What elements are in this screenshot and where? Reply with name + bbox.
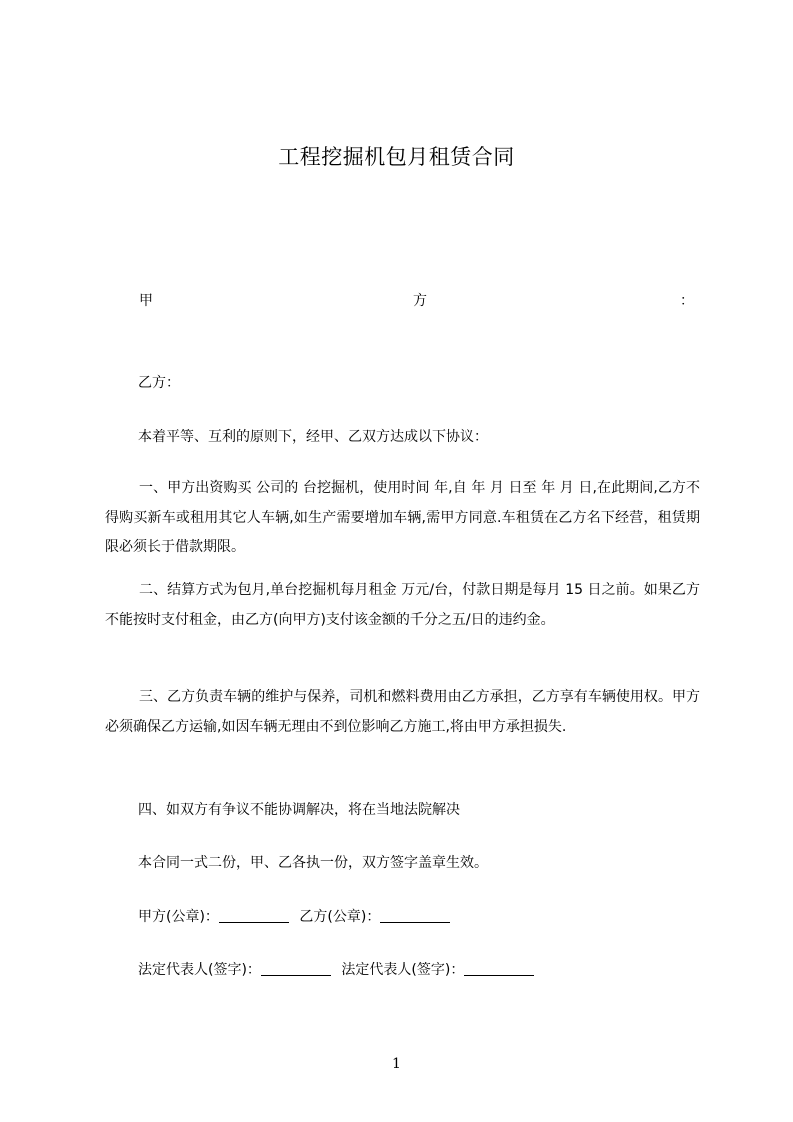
party-a-rep-blank[interactable] [261, 961, 331, 976]
seal-line [138, 906, 450, 926]
party-a-seal-blank[interactable] [219, 908, 289, 923]
page-number: 1 [392, 1056, 401, 1072]
party-b-rep-label: 法定代表人(签字)： [341, 962, 465, 978]
party-b-label: 乙方： [138, 375, 180, 391]
clause-1: 一、甲方出资购买 公司的 台挖掘机，使用时间 年,自 年 月 日至 年 月 日,在此期间,乙方不得购买新车或租用其它人车辆,如生产需要增加车辆,需甲方同意.车租赁在乙方名下经营，租赁期限必须长于借款期限。 [105, 480, 700, 555]
party-a-char-1: 甲 [139, 293, 153, 309]
party-a-line [139, 290, 694, 314]
effect-clause: 本合同一式二份，甲、乙各执一份，双方签字盖章生效。 [138, 855, 488, 871]
party-a-seal-label: 甲方(公章)： [138, 909, 219, 925]
clause-3: 三、乙方负责车辆的维护与保养，司机和燃料费用由乙方承担，乙方享有车辆使用权。甲方必须确保乙方运输,如因车辆无理由不到位影响乙方施工,将由甲方承担损失. [105, 689, 700, 735]
clause-2: 二、结算方式为包月,单台挖掘机每月租金 万元/台，付款日期是每月 15 日之前。如果乙方不能按时支付租金，由乙方(向甲方)支付该金额的千分之五/日的违约金。 [105, 582, 700, 628]
party-a-rep-label: 法定代表人(签字)： [138, 962, 261, 978]
preamble: 本着平等、互利的原则下，经甲、乙双方达成以下协议： [138, 429, 488, 445]
party-a-char-2: 方 [413, 293, 427, 309]
party-b-rep-blank[interactable] [464, 961, 534, 976]
party-b-seal-label: 乙方(公章)： [299, 909, 381, 925]
party-b-seal-blank[interactable] [380, 908, 450, 923]
representative-line [138, 959, 534, 979]
clause-4: 四、如双方有争议不能协调解决，将在当地法院解决 [138, 802, 460, 818]
party-a-colon: ： [680, 293, 694, 309]
document-title: 工程挖掘机包月租赁合同 [278, 145, 515, 169]
